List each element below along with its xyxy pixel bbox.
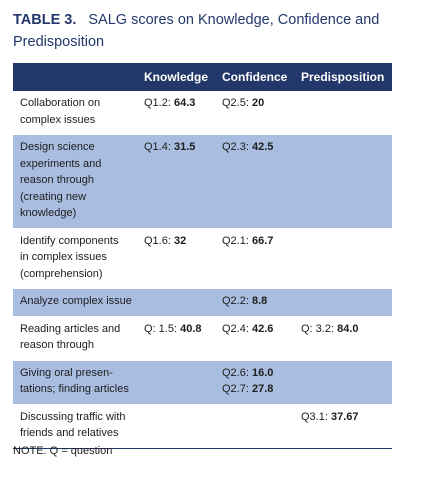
- topic-line: reason through: [20, 339, 94, 351]
- topic-line: tations; finding articles: [20, 383, 129, 395]
- table-row: [13, 316, 392, 360]
- knowledge-score-cell: [139, 228, 217, 289]
- topic-cell: [13, 135, 139, 229]
- topic-line: Design science: [20, 141, 95, 153]
- table-row: [13, 91, 392, 135]
- header-predisposition: Predisposition: [301, 69, 385, 84]
- knowledge-score-cell: [139, 135, 217, 229]
- topic-cell: [13, 91, 139, 135]
- salg-scores-table: [13, 63, 392, 449]
- confidence-score-cell: [217, 228, 296, 289]
- score-value: 40.8: [180, 322, 202, 335]
- topic-line: Discussing traffic with: [20, 410, 126, 423]
- confidence-score: [222, 293, 292, 310]
- table-row: [13, 404, 392, 448]
- score-value: 64.3: [173, 97, 196, 109]
- predisposition-score: [301, 409, 388, 426]
- confidence-score-cell: [217, 316, 296, 360]
- predisposition-score-cell: [296, 289, 392, 317]
- knowledge-score: [144, 233, 213, 250]
- confidence-score-cell: [217, 404, 296, 448]
- confidence-score: [222, 95, 292, 112]
- header-topic: [13, 63, 139, 91]
- score-value: 16.0: [251, 366, 274, 379]
- predisposition-score-cell: [296, 228, 392, 289]
- table-note: NOTE: Q = question: [13, 445, 113, 457]
- question-id: Q3.1:: [301, 410, 331, 423]
- topic-cell: [13, 289, 139, 317]
- predisposition-score-cell: [296, 360, 392, 404]
- topic-cell: [13, 228, 139, 289]
- topic-line: Giving oral presen-: [20, 366, 113, 379]
- confidence-score-cell: [217, 360, 296, 404]
- question-id: Q2.5:: [222, 97, 252, 109]
- table-row: [13, 289, 392, 317]
- topic-line: Collaboration on: [20, 97, 101, 109]
- table-caption: [13, 9, 413, 53]
- topic-line: knowledge): [20, 207, 77, 219]
- topic-line: experiments and: [20, 157, 102, 170]
- table-body: [13, 91, 392, 448]
- knowledge-score: [144, 139, 213, 156]
- predisposition-score: [301, 321, 388, 338]
- confidence-score: [222, 139, 292, 156]
- score-value: 42.5: [251, 141, 274, 153]
- question-id: Q2.4:: [222, 322, 252, 335]
- predisposition-score-cell: [296, 91, 392, 135]
- score-value: 27.8: [251, 383, 274, 395]
- table-title-line-1: SALG scores on Knowledge, Confidence and: [88, 12, 380, 28]
- topic-line: Identify components: [20, 234, 119, 247]
- question-id: Q2.6:: [222, 366, 252, 379]
- question-id: Q1.6:: [144, 234, 174, 247]
- knowledge-score-cell: [139, 91, 217, 135]
- predisposition-score-cell: [296, 404, 392, 448]
- topic-line: complex issues: [20, 113, 96, 126]
- topic-line: Reading articles and: [20, 322, 121, 335]
- score-value: 8.8: [251, 295, 268, 307]
- question-id: Q: 1.5:: [144, 322, 181, 335]
- score-value: 37.67: [330, 410, 359, 423]
- knowledge-score-cell: [139, 360, 217, 404]
- table-number: TABLE 3.: [13, 12, 77, 28]
- table-title-line-2: Predisposition: [13, 34, 105, 50]
- knowledge-score-cell: [139, 404, 217, 448]
- predisposition-score-cell: [296, 135, 392, 229]
- knowledge-score: [144, 321, 213, 338]
- confidence-score: [222, 233, 292, 250]
- predisposition-score-cell: [296, 316, 392, 360]
- confidence-score-cell: [217, 135, 296, 229]
- question-id: Q: 3.2:: [301, 322, 338, 335]
- question-id: Q1.2:: [144, 97, 174, 109]
- topic-line: reason through: [20, 174, 94, 186]
- question-id: Q2.7:: [222, 383, 252, 395]
- score-value: 20: [251, 97, 265, 109]
- header-knowledge: Knowledge: [144, 69, 209, 84]
- table-header-row: [13, 63, 392, 91]
- topic-line: (creating new: [20, 190, 87, 203]
- score-value: 32: [173, 234, 187, 247]
- knowledge-score: [144, 95, 213, 112]
- topic-cell: [13, 404, 139, 448]
- confidence-score-cell: [217, 91, 296, 135]
- table-row: [13, 228, 392, 289]
- score-value: 31.5: [173, 141, 196, 153]
- knowledge-score-cell: [139, 316, 217, 360]
- topic-line: in complex issues: [20, 251, 107, 263]
- table-row: [13, 135, 392, 229]
- confidence-score: [222, 381, 292, 398]
- knowledge-score-cell: [139, 289, 217, 317]
- topic-line: (comprehension): [20, 267, 103, 280]
- topic-cell: [13, 316, 139, 360]
- confidence-score: [222, 321, 292, 338]
- question-id: Q2.3:: [222, 141, 252, 153]
- score-value: 42.6: [251, 322, 274, 335]
- confidence-score: [222, 365, 292, 382]
- score-value: 66.7: [251, 234, 274, 247]
- confidence-score-cell: [217, 289, 296, 317]
- topic-line: Analyze complex issue: [20, 295, 132, 307]
- score-value: 84.0: [337, 322, 359, 335]
- topic-line: friends and relatives: [20, 427, 119, 439]
- topic-cell: [13, 360, 139, 404]
- question-id: Q1.4:: [144, 141, 174, 153]
- question-id: Q2.2:: [222, 295, 252, 307]
- table-row: [13, 360, 392, 404]
- header-confidence: Confidence: [222, 69, 288, 84]
- question-id: Q2.1:: [222, 234, 252, 247]
